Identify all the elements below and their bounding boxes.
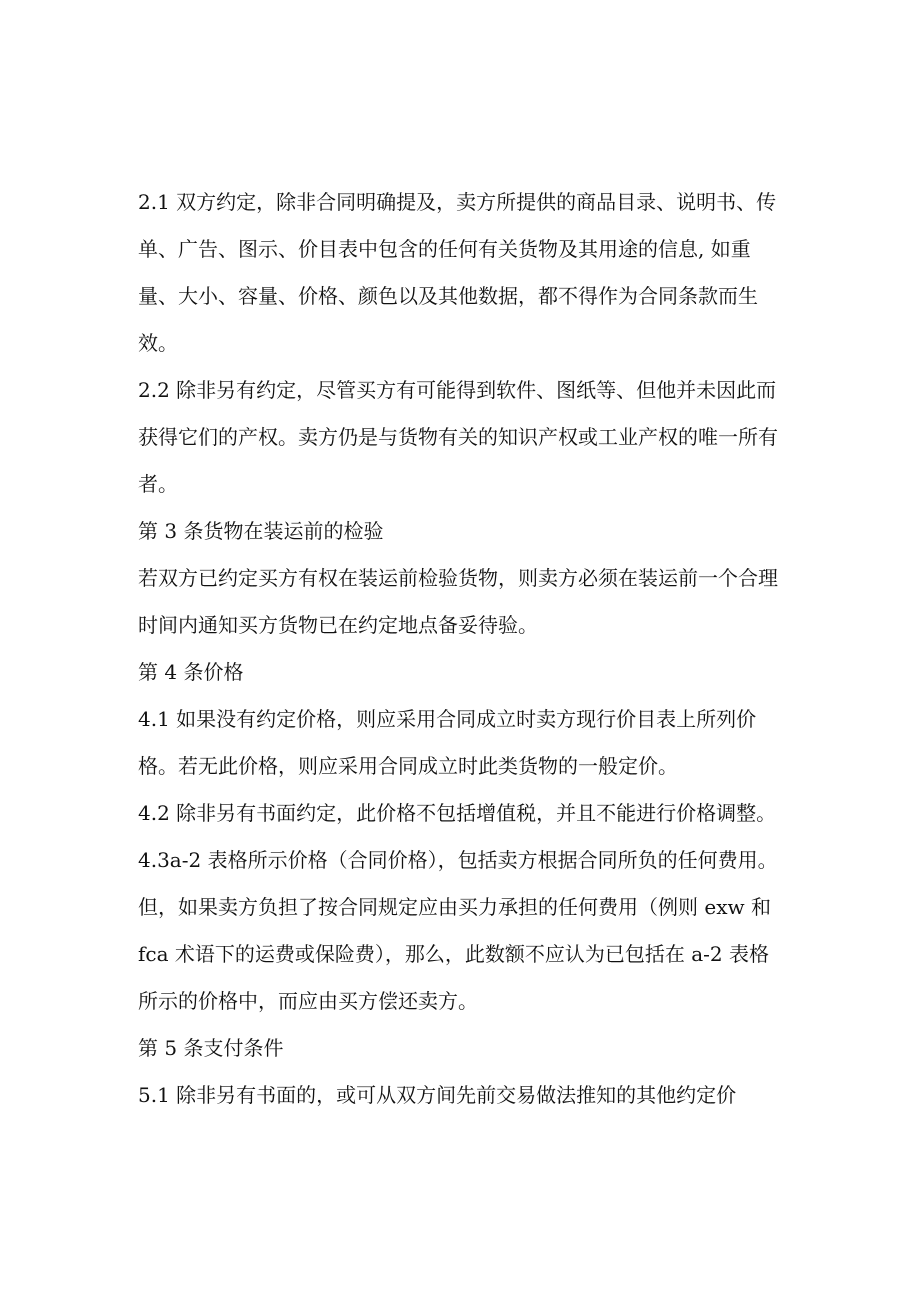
article-3-line-1: 若双方已约定买方有权在装运前检验货物，则卖方必须在装运前一个合理	[138, 566, 778, 590]
article-4-heading: 第 4 条价格	[138, 660, 244, 684]
clause-4-3-line-3: fca 术语下的运费或保险费），那么，此数额不应认为已包括在 a-2 表格	[138, 942, 770, 966]
clause-2-2-line-2: 获得它们的产权。卖方仍是与货物有关的知识产权或工业产权的唯一所有	[138, 425, 778, 449]
clause-2-1-line-2: 单、广告、图示、价目表中包含的任何有关货物及其用途的信息, 如重	[138, 237, 751, 261]
clause-4-1-line-2: 格。若无此价格，则应采用合同成立时此类货物的一般定价。	[138, 754, 678, 778]
clause-2-1-line-4: 效。	[138, 331, 178, 355]
document-body	[138, 190, 798, 1130]
clause-4-2-line-1: 4.2 除非另有书面约定，此价格不包括增值税，并且不能进行价格调整。	[138, 801, 777, 825]
clause-2-2-line-1: 2.2 除非另有约定，尽管买方有可能得到软件、图纸等、但他并未因此而	[138, 378, 777, 402]
article-3-heading: 第 3 条货物在装运前的检验	[138, 519, 384, 543]
clause-4-1-line-1: 4.1 如果没有约定价格，则应采用合同成立时卖方现行价目表上所列价	[138, 707, 757, 731]
clause-4-3-line-4: 所示的价格中，而应由买方偿还卖方。	[138, 989, 478, 1013]
clause-5-1-line-1: 5.1 除非另有书面的，或可从双方间先前交易做法推知的其他约定价	[138, 1083, 737, 1107]
clause-2-2-line-3: 者。	[138, 472, 178, 496]
article-5-heading: 第 5 条支付条件	[138, 1036, 284, 1060]
clause-4-3-line-2: 但，如果卖方负担了按合同规定应由买力承担的任何费用（例则 exw 和	[138, 895, 771, 919]
clause-2-1-line-1: 2.1 双方约定，除非合同明确提及，卖方所提供的商品目录、说明书、传	[138, 190, 777, 214]
article-3-line-2: 时间内通知买方货物已在约定地点备妥待验。	[138, 613, 538, 637]
clause-4-3-line-1: 4.3a-2 表格所示价格（合同价格），包括卖方根据合同所负的任何费用。	[138, 848, 778, 872]
clause-2-1-line-3: 量、大小、容量、价格、颜色以及其他数据，都不得作为合同条款而生	[138, 284, 758, 308]
